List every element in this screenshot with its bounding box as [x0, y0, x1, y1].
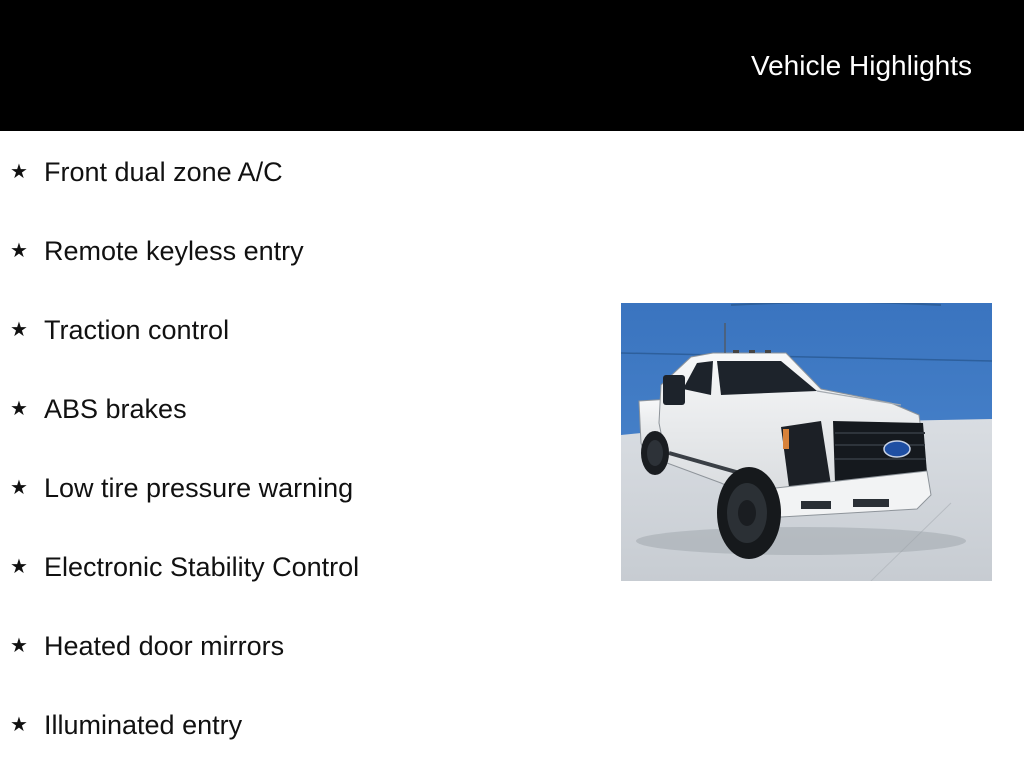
list-item [10, 231, 304, 271]
feature-label: Electronic Stability Control [44, 552, 360, 582]
truck-illustration [621, 303, 992, 581]
list-item [10, 468, 353, 508]
front-wheel [717, 467, 781, 559]
header-bar [0, 0, 1024, 131]
feature-label: Front dual zone A/C [44, 157, 283, 187]
star-icon: ★ [10, 240, 28, 262]
star-icon: ★ [10, 635, 28, 657]
list-item [10, 389, 187, 429]
vehicle-photo [621, 303, 992, 581]
list-item [10, 705, 242, 745]
feature-label: Remote keyless entry [44, 236, 304, 266]
list-item [10, 547, 359, 587]
feature-label: ABS brakes [44, 394, 187, 424]
star-icon: ★ [10, 319, 28, 341]
feature-label: Illuminated entry [44, 710, 243, 740]
star-icon: ★ [10, 398, 28, 420]
star-icon: ★ [10, 161, 28, 183]
rear-wheel [641, 431, 669, 475]
feature-label: Traction control [44, 315, 230, 345]
star-icon: ★ [10, 477, 28, 499]
list-item [10, 152, 283, 192]
star-icon: ★ [10, 714, 28, 736]
star-icon: ★ [10, 556, 28, 578]
feature-label: Heated door mirrors [44, 631, 285, 661]
list-item [10, 626, 284, 666]
list-item [10, 310, 229, 350]
page-title: Vehicle Highlights [750, 50, 972, 81]
feature-label: Low tire pressure warning [44, 473, 354, 503]
ford-logo [884, 441, 910, 457]
